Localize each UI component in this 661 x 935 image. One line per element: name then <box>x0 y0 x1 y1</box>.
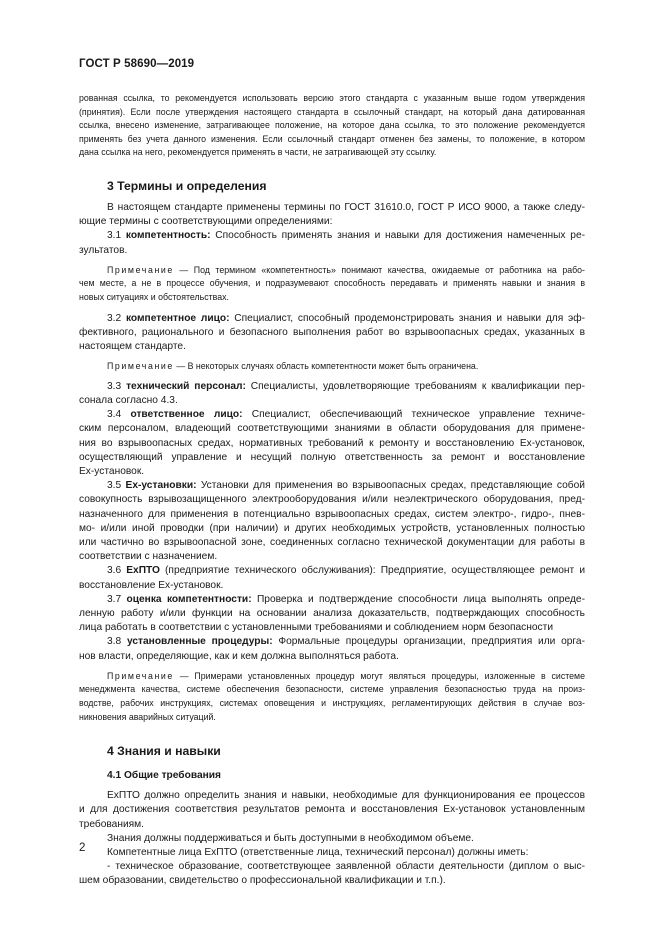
note-3-2: Примечание — В некоторых случаях область компетентности может быть ограничена. <box>107 361 479 372</box>
term-3-2-name: компетентное лицо: <box>125 312 230 324</box>
term-3-1: 3.1 компетентность: Способность применять знания и навыки для достижения намеченных ре- зультатов. <box>79 230 585 256</box>
section-3-body <box>79 201 585 258</box>
term-3-5: 3.5 Ex-установки: Установки для применения во взрывоопасных средах, представляющие собой совокупность взрывозащищенного электрооборудования и/или неэлектрического оборудования, пред- назначенного для применения в потенциально взрывоопасных средах, систем электро-, гидро-, пнев- мо- и/или иной проводки (при наличии) и других необходимых устройств, установленных полностью или частично во взрывоопасной зоне, соединенных согласно технической документации для работы в соответствии с назначением. <box>79 480 585 563</box>
term-3-6: 3.6 ExПТО (предприятие технического обслуживания): Предприятие, осуществляющее ремонт и восстановление Ex-установок. <box>79 565 586 591</box>
paragraph-4-1-3: Компетентные лица ExПТО (ответственные лица, технический персонал) должны иметь: <box>107 847 529 859</box>
term-3-8-name: установленные процедуры: <box>126 636 273 648</box>
intro-line: дана ссылка на него, рекомендуется применять в части, не затрагивающей эту ссылку. <box>79 147 437 158</box>
page-number: 2 <box>79 842 86 854</box>
section-4-heading: 4 Знания и навыки <box>107 744 221 759</box>
intro-line: рованная ссылка, то рекомендуется использовать версию этого стандарта с указанным выше годом утверждения <box>79 93 585 103</box>
document-code-header: ГОСТ Р 58690—2019 <box>79 58 195 70</box>
term-3-3-name: технический персонал: <box>126 380 246 392</box>
note-label: Примечание <box>107 670 174 681</box>
intro-line: (принятия). Если после утверждения настоящего стандарта в ссылочный стандарт, на который дана датированная <box>79 106 585 117</box>
intro-continuation <box>79 92 585 160</box>
paragraph-4-1-4: - техническое образование, соответствующее заявленной области деятельности (диплом о выс- шем образовании, свидетельство о профессиональной квалификации и т.п.). <box>79 861 585 887</box>
term-3-8: 3.8 установленные процедуры: Формальные процедуры организации, предприятия или орга- нов власти, определяющие, как и кем должна выполняться работа. <box>79 636 585 662</box>
term-3-3: 3.3 технический персонал: Специалисты, удовлетворяющие требованиям к квалификации пер- сонала согласно 4.3. <box>79 380 585 406</box>
subsection-4-1-heading: 4.1 Общие требования <box>107 770 221 782</box>
intro-line: ссылка, внесено изменение, затрагивающее положение, на которое дана ссылка, то это положение рекомендуется <box>79 120 585 131</box>
term-3-4: 3.4 ответственное лицо: Специалист, обеспечивающий техническое управление техниче- ским персоналом, владеющий соответствующими знаниями в области оборудования для примене- ния во взрывоопасных средах, нормативных требований к ремонту и восстановлению Ex-установок, осуществляющий управление и несущий полную ответственность за ремонт и восстановление Ex-установок. <box>79 409 585 477</box>
note-3-1: Примечание — Под термином «компетентность» понимают качества, ожидаемые от работника на рабо- чем месте, а не в процессе обучения, и подразумевают способность передавать и применять навыки и знания в новых ситуациях и обстоятельствах. <box>79 264 585 302</box>
paragraph-4-1-2: Знания должны поддерживаться и быть доступными в необходимом объеме. <box>107 832 474 844</box>
term-3-2: 3.2 компетентное лицо: Специалист, способный продемонстрировать знания и навыки для эф- фективного, рационального и безопасного выполнения работ во взрывоопасных средах, указанных в настоящем стандарте. <box>79 312 586 352</box>
term-3-7-name: оценка компетентности: <box>126 593 252 605</box>
note-label: Примечание <box>107 361 174 372</box>
note-label: Примечание <box>107 264 174 275</box>
note-3-8: Примечание — Примерами установленных процедур могут являться процедуры, изложенные в системе менеджмента качества, системе обеспечения безопасности, системе управления безопасностью труда на произ- водстве, рабочих инструкциях, системах оповещения и инструкциях, регламентирующих действия в случае воз- никновения аварийных ситуаций. <box>79 670 585 722</box>
section-3-intro: В настоящем стандарте применены термины по ГОСТ 31610.0, ГОСТ Р ИСО 9000, а также следу- ющие термины с соответствующими определениями: <box>79 201 585 228</box>
term-3-4-name: ответственное лицо: <box>130 409 243 421</box>
terms-3-3-to-3-8 <box>79 380 585 664</box>
paragraph-4-1-1: ExПТО должно определить знания и навыки, необходимые для функционирования ее процессов и для достижения соответствия результатов ремонта и восстановления Ex-установок установленным требованиям. <box>79 790 585 830</box>
page-content <box>79 92 585 889</box>
term-3-7: 3.7 оценка компетентности: Проверка и подтверждение способности лица выполнять опреде- ленную работу и/или функции на основании анализа доказательств, подтверждающих способность лица работать в соответствии с установленными требованиями и соблюдением норм безопасности <box>79 593 585 634</box>
intro-line: применять без учета данного изменения. Если ссылочный стандарт отменен без замены, то положение, в котором <box>79 133 585 144</box>
section-3-heading: 3 Термины и определения <box>107 178 267 193</box>
section-4-1-body <box>79 789 585 888</box>
term-3-5-name: Ex-установки: <box>125 480 197 492</box>
term-3-6-name: ExПТО <box>126 565 160 577</box>
term-3-1-name: компетентность: <box>125 230 211 242</box>
